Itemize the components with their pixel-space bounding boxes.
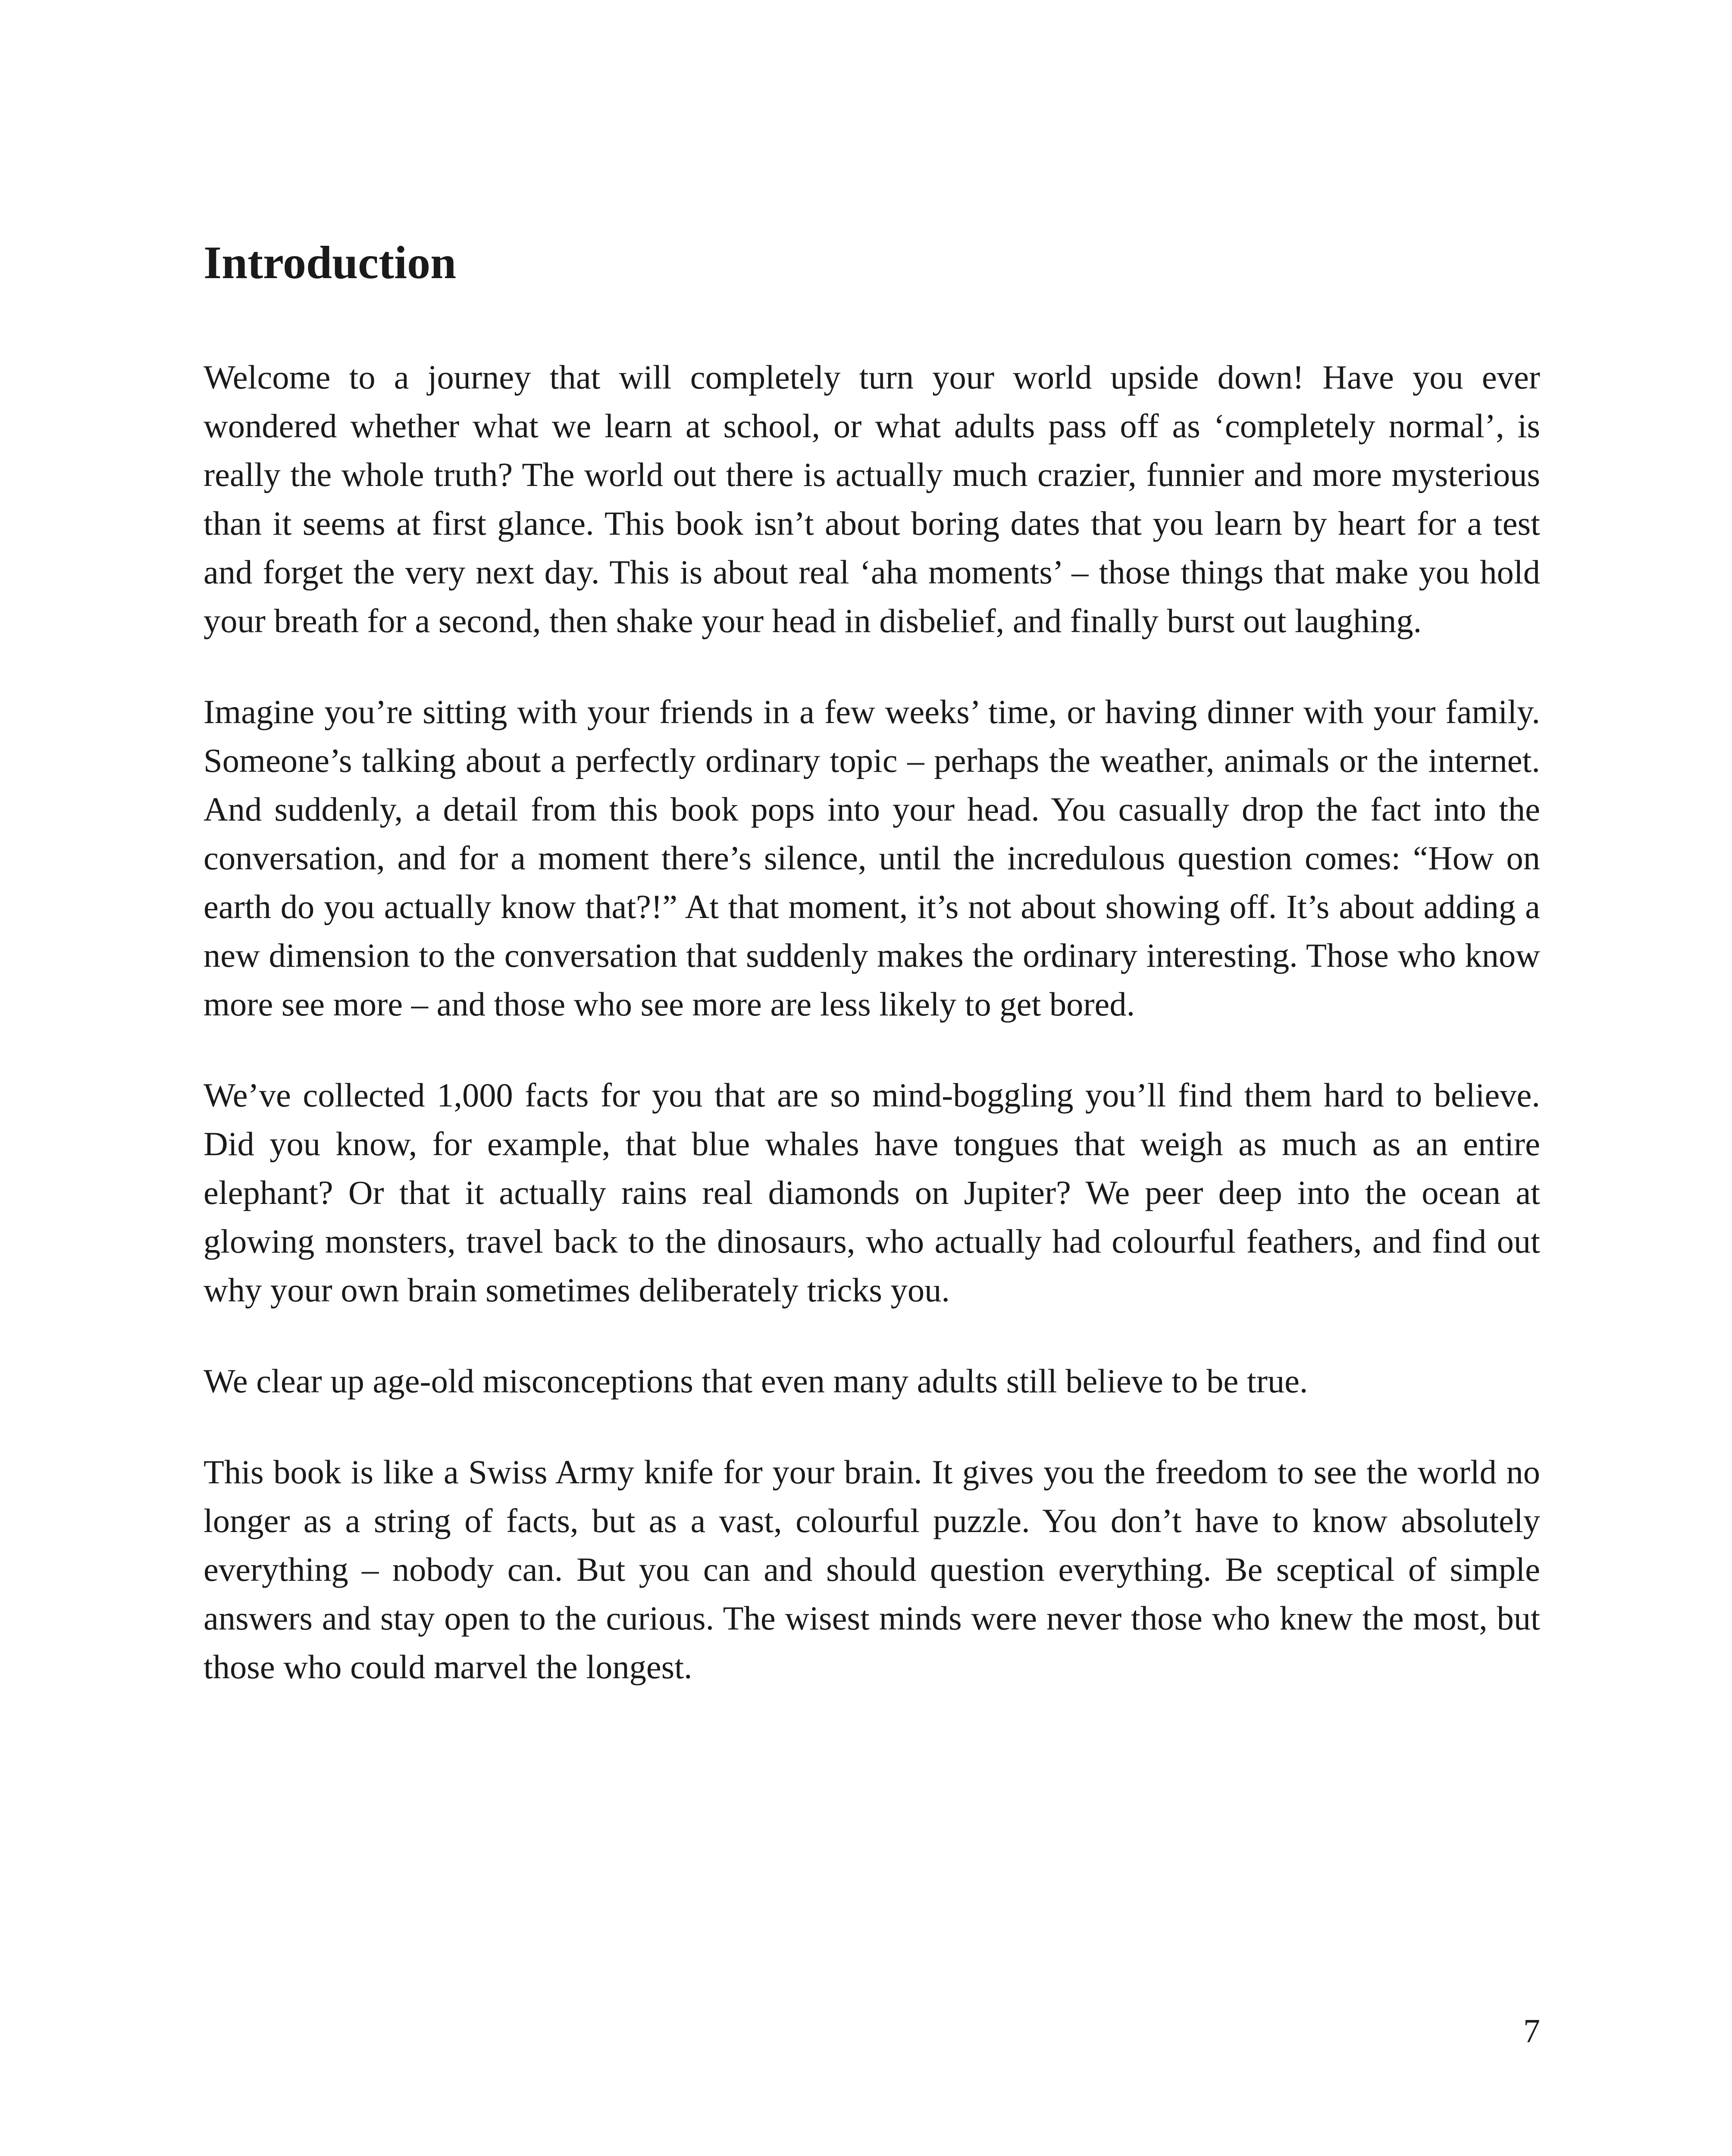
paragraph: Welcome to a journey that will completely turn your world upside down! Have you ever wondered whether what we learn at school, or what adults pass off as ‘completely normal’, is really the whole truth? The world out there is actually much crazier, funnier and more mysterious than it seems at first glance. This book isn’t about boring dates that you learn by heart for a test and forget the very next day. This is about real ‘aha moments’ – those things that make you hold your breath for a second, then shake your head in disbelief, and finally burst out laughing. [204,358,1540,639]
paragraph: We’ve collected 1,000 facts for you that are so mind-boggling you’ll find them hard to believe. Did you know, for example, that blue whales have tongues that weigh as much as an entire elephant? Or that it actually rains real diamonds on Jupiter? We peer deep into the ocean at glowing monsters, travel back to the dinosaurs, who actually had colourful feathers, and find out why your own brain sometimes deliberately tricks you. [204,1076,1540,1309]
paragraph: This book is like a Swiss Army knife for your brain. It gives you the freedom to see the world no longer as a string of facts, but as a vast, colourful puzzle. You don’t have to know absolutely everything – nobody can. But you can and should question everything. Be sceptical of simple answers and stay open to the curious. The wisest minds were never those who knew the most, but those who could marvel the longest. [204,1453,1540,1686]
paragraph: Imagine you’re sitting with your friends in a few weeks’ time, or having dinner with your family. Someone’s talking about a perfectly ordinary topic – perhaps the weather, animals or the internet. And suddenly, a detail from this book pops into your head. You casually drop the fact into the conversation, and for a moment there’s silence, until the incredulous question comes: “How on earth do you actually know that?!” At that moment, it’s not about showing off. It’s about adding a new dimension to the conversation that suddenly makes the ordinary interesting. Those who know more see more – and those who see more are less likely to get bored. [204,693,1540,1023]
page-number: 7 [1523,2012,1540,2049]
page-content [204,233,1540,1733]
paragraph: We clear up age-old misconceptions that even many adults still believe to be true. [204,1362,1308,1400]
page-title: Introduction [204,237,457,288]
